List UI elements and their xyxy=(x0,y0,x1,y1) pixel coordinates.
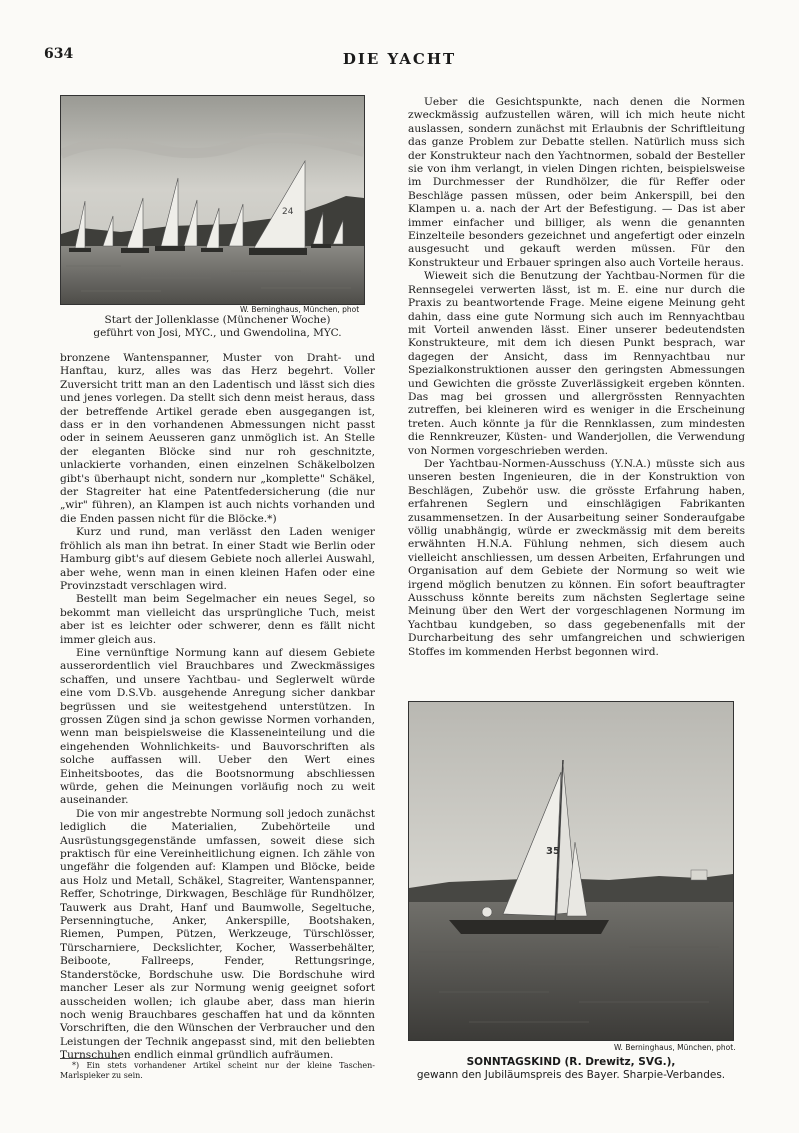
running-title: DIE YACHT xyxy=(342,50,457,68)
caption-bottom-line2: gewann den Jubiläumspreis des Bayer. Sharpie-Verbandes. xyxy=(416,1068,726,1081)
paragraph: Die von mir angestrebte Normung soll jedoch zunächst lediglich die Materialien, Zubehörteile und Ausrüstungsgegenstände umfassen, soweit diese sich praktisch für eine Vereinheitlichung eignen. Ich zähle von ungefähr die folgenden auf: Klampen und Blöcke, beide aus Holz und Metall, Schäkel, Stagreiter, Wantenspanner, Reffer, Schotringe, Dirkwagen, Beschläge für Rundhölzer, Tauwerk aus Draht, Hanf und Baumwolle, Segeltuche, Persenningtuche, Anker, Ankerspille, Bootshaken, Riemen, Pumpen, Pützen, Werkzeuge, Türschlösser, Türscharniere, Deckslichter, Kocher, Wasserbehälter, Beiboote, Fallreeps, Fender, Rettungsringe, Standerstöcke, Bordschuhe usw. Die Bordschuhe wird mancher Leser als zur Normung wenig geeignet sofort ausscheiden wollen; ich glaube aber, dass man hierin noch wenig Brauchbares geschaffen hat und da könnten Vorschriften, die den Wünschen der Verbraucher und den Leistungen der Technik angepasst sind, mit den beliebten Turnschuhen endlich einmal gründlich aufräumen. xyxy=(60,807,375,1062)
paragraph: Eine vernünftige Normung kann auf diesem Gebiete ausserordentlich viel Brauchbares und Zweckmässiges schaffen, und unsere Yachtbau- und Seglerwelt würde eine vom D.S.Vb. ausgehende Anregung sicher dankbar begrüssen und sie weitestgehend unterstützen. In grossen Zügen sind ja schon gewisse Normen vorhanden, wenn man beispielsweise die Klasseneinteilung und die eingehenden Wohnlichkeits- und Bauvorschriften als solche auffassen will. Ueber den Wert eines Einheitsbootes, das die Bootsnormung abschliessen würde, gehen die Meinungen vorläufig noch zu weit auseinander. xyxy=(60,646,375,807)
sonntagskind-photo xyxy=(408,701,734,1041)
paragraph: bronzene Wantenspanner, Muster von Draht- und Hanftau, kurz, alles was das Herz begehrt. Voller Zuversicht tritt man an den Ladentisch und lässt sich dies und jenes vorlegen. Da stellt sich denn meist heraus, dass der betreffende Artikel gerade eben ausgegangen ist, dass er in den vorhandenen Abmessungen nicht passt oder in seinem Aeusseren ganz unmöglich ist. An Stelle der eleganten Blöcke sind nur roh geschnitzte, unlackierte vorhanden, einen einzelnen Schäkelbolzen gibt's überhaupt nicht, sondern nur „komplette" Schäkel, der Stagreiter hat eine Patentfedersicherung (die nur „wir" führen), an Klampen ist auch nichts vorhanden und die Enden passen nicht für die Blöcke.*) xyxy=(60,352,375,525)
caption-bottom xyxy=(396,1056,746,1081)
paragraph: Kurz und rund, man verlässt den Laden weniger fröhlich als man ihn betrat. In einer Stadt wie Berlin oder Hamburg gibt's auf diesem Gebiete noch allerlei Auswahl, aber wehe, wenn man in einen kleinen Hafen oder eine Provinzstadt verschlagen wird. xyxy=(60,526,375,592)
regatta-start-image xyxy=(61,96,364,304)
caption-top-line1: Start der Jollenklasse (Münchener Woche) xyxy=(104,314,331,326)
photo-credit-top: W. Berninghaus, München, phot xyxy=(240,305,360,314)
sonntagskind-image xyxy=(409,702,733,1040)
caption-top-line2: geführt von Josi, MYC., und Gwendolina, MYC. xyxy=(93,326,342,339)
paragraph: Bestellt man beim Segelmacher ein neues Segel, so bekommt man vielleicht das ursprüngliche Tuch, meist aber ist es leichter oder schwerer, denn es fällt nicht immer gleich aus. xyxy=(60,593,375,646)
footnote: *) Ein stets vorhandener Artikel scheint nur der kleine Taschen-Marlspieker zu sein. xyxy=(60,1061,375,1080)
paragraph: Wieweit sich die Benutzung der Yachtbau-Normen für die Rennsegelei verwerten lässt, ist m. E. eine nur durch die Praxis zu beantwortende Frage. Meine eigene Meinung geht dahin, dass eine gute Normung sich auch im Rennyachtbau mit Vorteil anwenden lässt. Einer unserer bedeutendsten Konstrukteure, mit dem ich diesen Punkt besprach, war dagegen der Ansicht, dass im Rennyachtbau nur Spezialkonstruktionen ausser den geringsten Abmessungen und Gewichten die grösste Zuverlässigkeit ergeben könnten. Das mag bei grossen und allergrössten Rennyachten zutreffen, bei kleineren wird es weniger in die Erscheinung treten. Auch könnte ja für die Rennklassen, zum mindesten die Rennkreuzer, Küsten- und Wanderjollen, die Verwendung von Normen vorgeschrieben werden. xyxy=(408,270,745,457)
paragraph: Ueber die Gesichtspunkte, nach denen die Normen zweckmässig aufzustellen wären, will ich mich heute nicht auslassen, sondern zunächst mit Erlaubnis der Schriftleitung das ganze Problem zur Debatte stellen. Natürlich muss sich der Konstrukteur nach den Yachtnormen, sobald der Besteller sie von ihm verlangt, in vielen Dingen richten, beispielsweise im Durchmesser der Rundhölzer, die für Reffer oder Beschläge passen müssen, oder beim Ankerspill, bei den Klampen u. a. nach der Art der Befestigung. — Das ist aber immer einfacher und billiger, als wenn die genannten Einzelteile besonders gezeichnet und angefertigt oder einzeln ausgesucht und gekauft werden müssen. Für den Konstrukteur und Erbauer springen also auch Vorteile heraus. xyxy=(408,96,745,269)
regatta-start-photo xyxy=(60,95,365,305)
page-number: 634 xyxy=(44,46,74,62)
paragraph: Der Yachtbau-Normen-Ausschuss (Y.N.A.) müsste sich aus unseren besten Ingenieuren, die in der Konstruktion von Beschlägen, Zubehör usw. die grösste Erfahrung haben, erfahrenen Seglern und einschlägigen Fabrikanten zusammensetzen. In der Ausarbeitung seiner Sonderaufgabe völlig unabhängig, würde er zweckmässig mit dem bereits erwähnten H.N.A. Fühlung nehmen, sich diesem auch vielleicht anschliessen, um dessen Arbeiten, Erfahrungen und Organisation auf dem Gebiete der Normung so weit wie irgend möglich benutzen zu können. Ein sofort beauftragter Ausschuss könnte bereits zum nächsten Seglertage seine Meinung über den Wert der vorgeschlagenen Normung im Yachtbau kundgeben, so dass gegebenenfalls mit der Durcharbeitung des sehr umfangreichen und schwierigen Stoffes im kommenden Herbst begonnen wird. xyxy=(408,457,745,658)
photo-credit-bottom: W. Berninghaus, München, phot. xyxy=(614,1043,736,1052)
caption-bottom-title: SONNTAGSKIND (R. Drewitz, SVG.), xyxy=(466,1056,676,1068)
sail-number-24: 24 xyxy=(282,207,294,217)
right-column xyxy=(408,96,745,659)
left-column xyxy=(60,352,375,1063)
caption-top xyxy=(60,314,375,339)
sail-number-35: 35 xyxy=(546,846,560,857)
footnote-rule xyxy=(60,1058,120,1059)
